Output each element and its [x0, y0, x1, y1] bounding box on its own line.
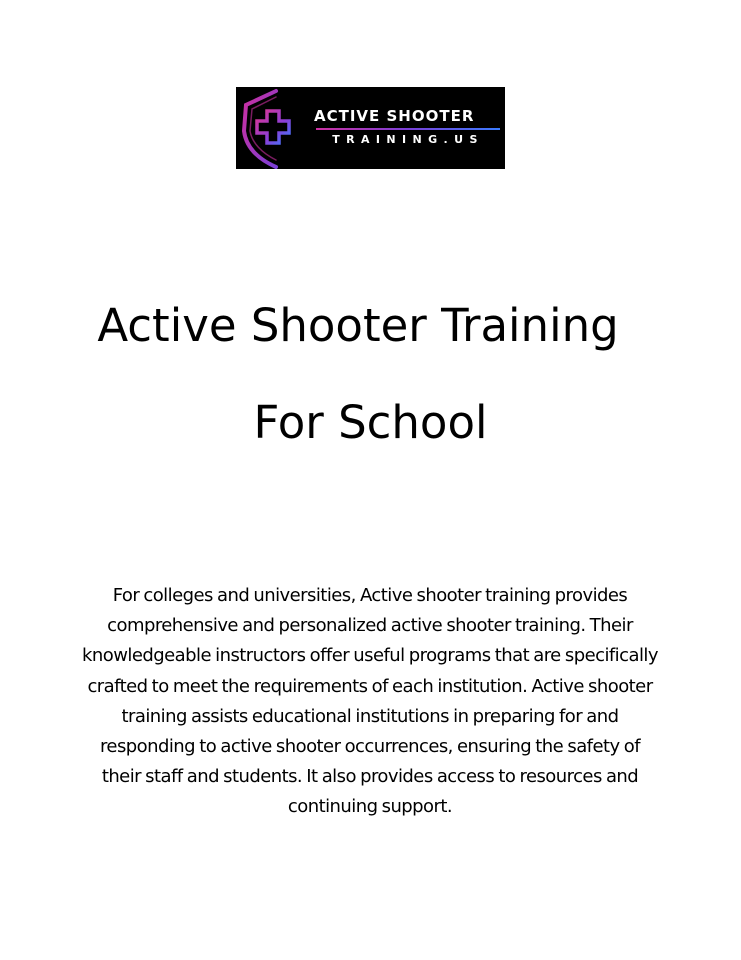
- body-paragraph: For colleges and universities, Active shooter training provides comprehensive and personalized active shooter training. Their knowledgeable instructors offer useful programs that are specifically crafted to meet the requirements of each institution. Active shooter training assists educational institutions in preparing for and responding to active shooter occurrences, ensuring the safety of their staff and students. It also provides access to resources and continuing support.: [82, 585, 658, 818]
- logo-divider: [316, 128, 500, 130]
- logo-line-1: ACTIVE SHOOTER: [314, 107, 475, 125]
- page-title-line-2: For School: [253, 396, 488, 449]
- logo-line-2: TRAINING.US: [332, 133, 484, 146]
- shield-cross-icon: [236, 87, 308, 169]
- logo: [236, 87, 505, 169]
- page-title-line-1: Active Shooter Training: [97, 299, 619, 352]
